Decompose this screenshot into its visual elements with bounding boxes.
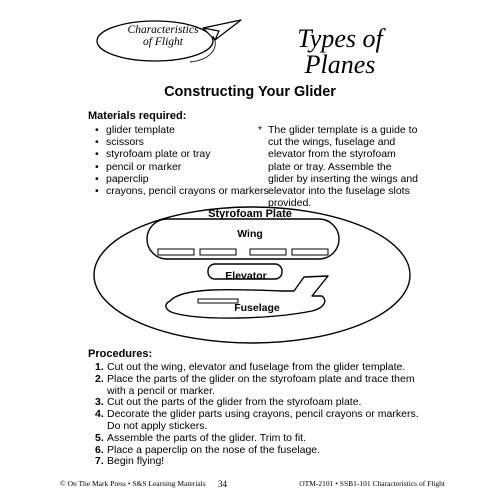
step-text: Place the parts of the glider on the styrofoam plate and trace them with a pencil or marker. (107, 372, 415, 397)
wing-label: Wing (237, 228, 263, 240)
step-text: Cut out the parts of the glider from the styrofoam plate. (107, 396, 362, 409)
step-number: 6. (95, 443, 104, 456)
list-item: • crayons, pencil crayons or markers (95, 185, 269, 197)
styrofoam-plate-label: Styrofoam Plate (208, 208, 292, 220)
step-number: 4. (95, 408, 104, 421)
step-number: 3. (95, 396, 104, 409)
step-text: Place a paperclip on the nose of the fuselage. (107, 443, 321, 456)
list-item: • glider template (95, 124, 269, 136)
step-number: 1. (95, 361, 104, 373)
materials-heading: Materials required: (88, 110, 187, 122)
section-title (255, 26, 425, 78)
elevator-label: Elevator (225, 270, 267, 282)
fuselage-label: Fuselage (234, 302, 280, 314)
footer-catalog: OTM-2101 • SSB1-101 Characteristics of Flight (299, 479, 445, 488)
logo-line-2: of Flight (143, 36, 183, 48)
list-item: • styrofoam plate or tray (95, 148, 269, 160)
logo-text (113, 24, 213, 48)
step-text: Decorate the glider parts using crayons, pencil crayons or markers. Do not apply stickers. (107, 408, 419, 432)
footer-publisher: © On The Mark Press • S&S Learning Materials (60, 479, 206, 488)
section-title-line-1: Types of (297, 24, 383, 53)
procedures-list (95, 362, 425, 468)
materials-list (95, 124, 269, 197)
note-marker: * (258, 124, 263, 136)
procedure-step (95, 456, 425, 468)
procedure-step (95, 374, 425, 398)
logo-line-1: Characteristics (127, 24, 199, 36)
section-title-line-2: Planes (304, 50, 376, 79)
step-number: 7. (95, 455, 104, 468)
list-item: • pencil or marker (95, 161, 269, 173)
note-text: The glider template is a guide to cut the wings, fuselage and elevator from the styrofoam plate or tray. Assemble the glider by inserting the wings and elevator into the fuselage slots provided. (268, 124, 419, 210)
procedures-heading: Procedures: (88, 348, 153, 360)
wing-slot (158, 249, 194, 255)
step-text: Begin flying! (107, 455, 165, 468)
template-note (258, 124, 418, 209)
step-text: Assemble the parts of the glider. Trim to fit. (107, 431, 307, 444)
page-number: 34 (218, 479, 227, 489)
step-text: Cut out the wing, elevator and fuselage from the glider template. (107, 361, 406, 373)
step-number: 2. (95, 372, 104, 385)
page-title: Constructing Your Glider (164, 84, 336, 100)
step-number: 5. (95, 431, 104, 444)
list-item: • paperclip (95, 173, 269, 185)
list-item: • scissors (95, 136, 269, 148)
procedure-step (95, 409, 425, 433)
wing-slot (292, 249, 328, 255)
wing-slot (250, 249, 286, 255)
wing-slot (200, 249, 236, 255)
